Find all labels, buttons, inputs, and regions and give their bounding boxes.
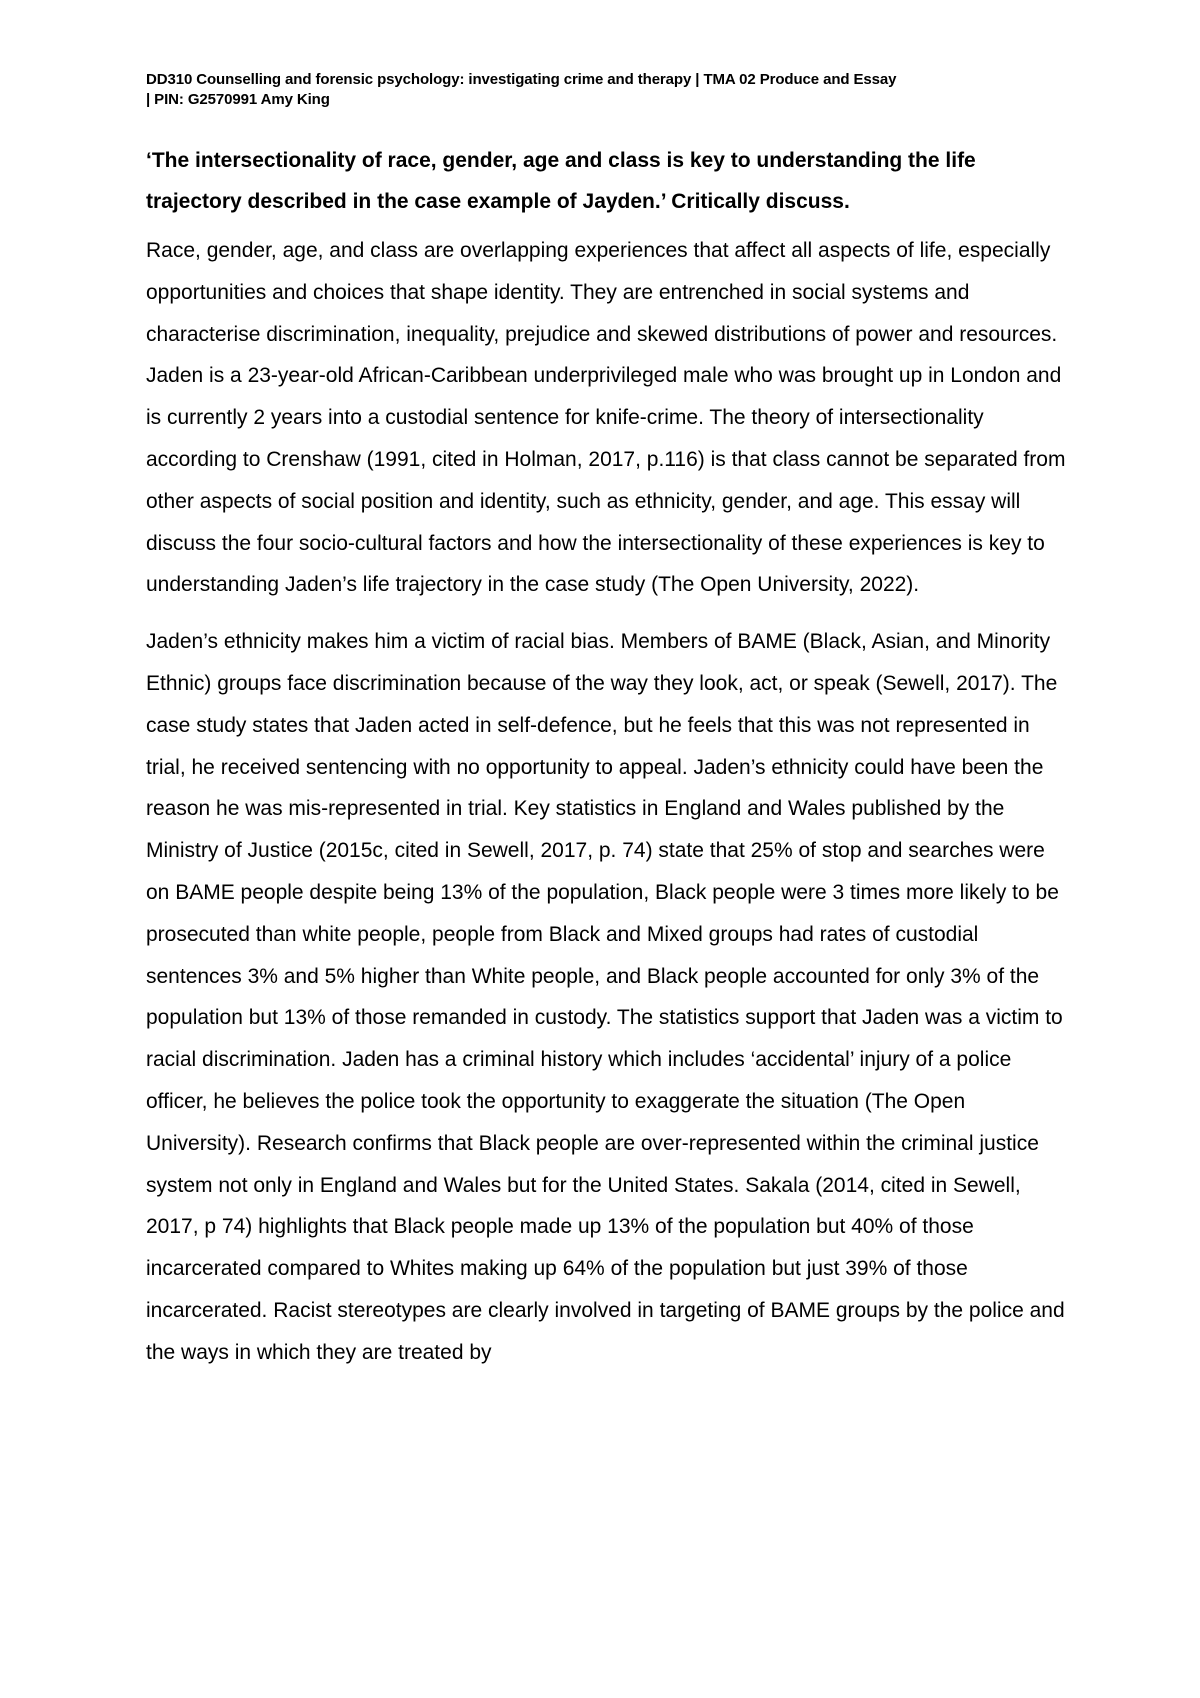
header-line-course: DD310 Counselling and forensic psychology: investigating crime and therapy | TMA 02 Produce and Essay — [146, 71, 897, 88]
essay-title: ‘The intersectionality of race, gender, age and class is key to understanding the life trajectory described in the case example of Jayden.’ Critically discuss. — [146, 149, 976, 213]
essay-body — [146, 140, 1066, 1389]
page-header — [146, 70, 1046, 110]
essay-paragraph-introduction: Race, gender, age, and class are overlapping experiences that affect all aspects of life, especially opportunities and choices that shape identity. They are entrenched in social systems and characterise discrimination, inequality, prejudice and skewed distributions of power and resources. Jaden is a 23-year-old African-Caribbean underprivileged male who was brought up in London and is currently 2 years into a custodial sentence for knife-crime. The theory of intersectionality according to Crenshaw (1991, cited in Holman, 2017, p.116) is that class cannot be separated from other aspects of social position and identity, such as ethnicity, gender, and age. This essay will discuss the four socio-cultural factors and how the intersectionality of these experiences is key to understanding Jaden’s life trajectory in the case study (The Open University, 2022). — [146, 239, 1066, 597]
header-line-pin: | PIN: G2570991 Amy King — [146, 91, 330, 108]
essay-paragraph-ethnicity: Jaden’s ethnicity makes him a victim of racial bias. Members of BAME (Black, Asian, and Minority Ethnic) groups face discrimination because of the way they look, act, or speak (Sewell, 2017). The case study states that Jaden acted in self-defence, but he feels that this was not represented in trial, he received sentencing with no opportunity to appeal. Jaden’s ethnicity could have been the reason he was mis-represented in trial. Key statistics in England and Wales published by the Ministry of Justice (2015c, cited in Sewell, 2017, p. 74) state that 25% of stop and searches were on BAME people despite being 13% of the population, Black people were 3 times more likely to be prosecuted than white people, people from Black and Mixed groups had rates of custodial sentences 3% and 5% higher than White people, and Black people accounted for only 3% of the population but 13% of those remanded in custody. The statistics support that Jaden was a victim to racial discrimination. Jaden has a criminal history which includes ‘accidental’ injury of a police officer, he believes the police took the opportunity to exaggerate the situation (The Open University). Research confirms that Black people are over-represented within the criminal justice system not only in England and Wales but for the United States. Sakala (2014, cited in Sewell, 2017, p 74) highlights that Black people made up 13% of the population but 40% of those incarcerated compared to Whites making up 64% of the population but just 39% of those incarcerated. Racist stereotypes are clearly involved in targeting of BAME groups by the police and the ways in which they are treated by — [146, 630, 1065, 1364]
